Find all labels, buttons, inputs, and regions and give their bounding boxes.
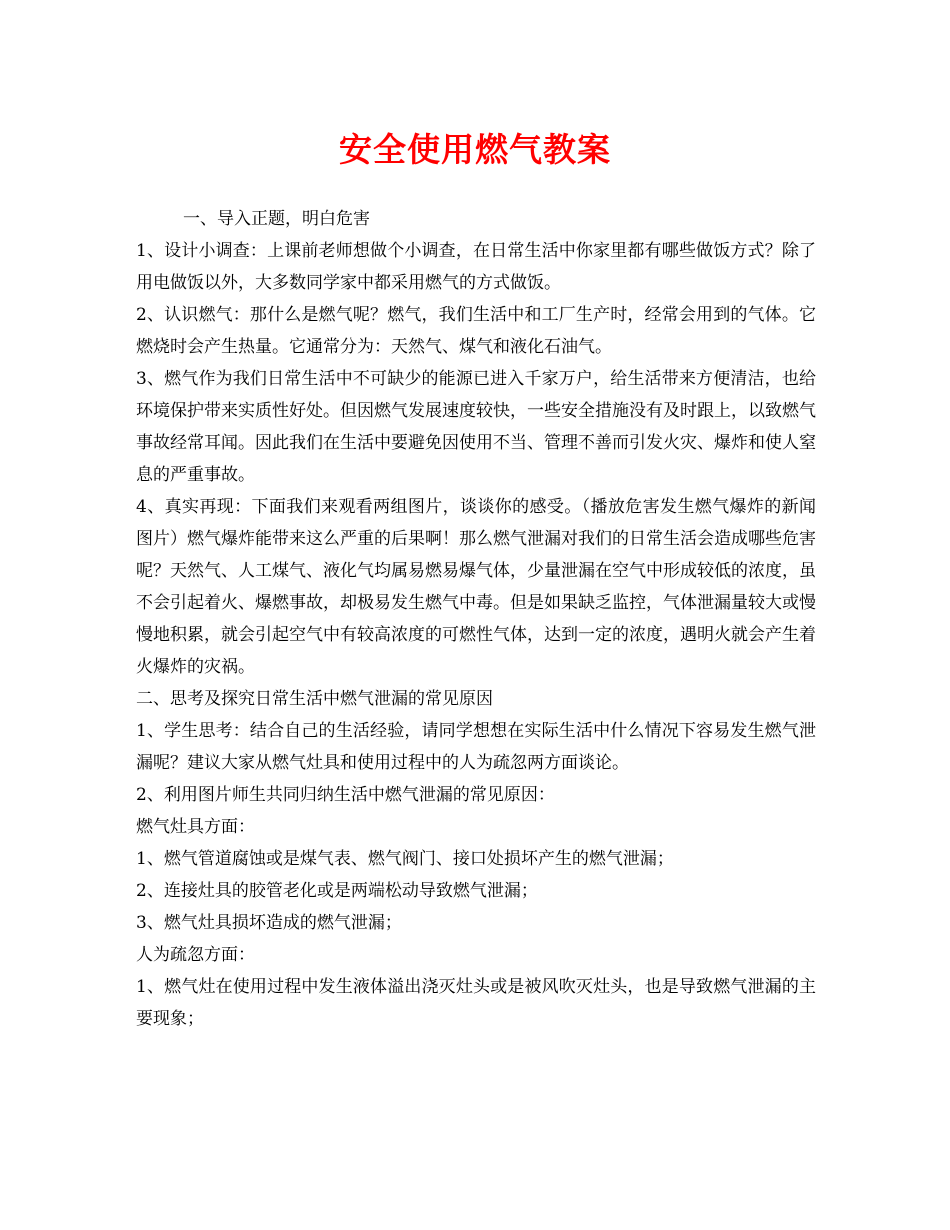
paragraph: 1、学生思考：结合自己的生活经验，请同学想想在实际生活中什么情况下容易发生燃气泄漏呢？建议大家从燃气灶具和使用过程中的人为疏忽两方面谈论。 bbox=[136, 721, 816, 773]
paragraph: 1、设计小调查：上课前老师想做个小调查，在日常生活中你家里都有哪些做饭方式？除了用电做饭以外，大多数同学家中都采用燃气的方式做饭。 bbox=[136, 241, 816, 293]
subheading: 燃气灶具方面： bbox=[136, 817, 255, 837]
paragraph: 2、认识燃气：那什么是燃气呢？燃气，我们生活中和工厂生产时，经常会用到的气体。它燃烧时会产生热量。它通常分为：天然气、煤气和液化石油气。 bbox=[136, 305, 816, 357]
paragraph: 4、真实再现：下面我们来观看两组图片，谈谈你的感受。（播放危害发生燃气爆炸的新闻图片）燃气爆炸能带来这么严重的后果啊！那么燃气泄漏对我们的日常生活会造成哪些危害呢？天然气、人工煤气、液化气均属易燃易爆气体，少量泄漏在空气中形成较低的浓度，虽不会引起着火、爆燃事故，却极易发生燃气中毒。但是如果缺乏监控，气体泄漏量较大或慢慢地积累，就会引起空气中有较高浓度的可燃性气体，达到一定的浓度，遇明火就会产生着火爆炸的灾祸。 bbox=[136, 497, 816, 677]
subheading: 人为疏忽方面： bbox=[136, 945, 255, 965]
list-item: 2、连接灶具的胶管老化或是两端松动导致燃气泄漏； bbox=[136, 881, 538, 901]
list-item: 1、燃气管道腐蚀或是煤气表、燃气阀门、接口处损坏产生的燃气泄漏； bbox=[136, 849, 674, 869]
section-heading-1: 一、导入正题，明白危害 bbox=[183, 209, 370, 229]
document-body bbox=[136, 203, 816, 1035]
list-item: 3、燃气灶具损坏造成的燃气泄漏； bbox=[136, 913, 402, 933]
list-item: 1、燃气灶在使用过程中发生液体溢出浇灭灶头或是被风吹灭灶头，也是导致燃气泄漏的主要现象； bbox=[136, 977, 816, 1029]
paragraph: 2、利用图片师生共同归纳生活中燃气泄漏的常见原因： bbox=[136, 785, 555, 805]
paragraph: 3、燃气作为我们日常生活中不可缺少的能源已进入千家万户，给生活带来方便清洁，也给环境保护带来实质性好处。但因燃气发展速度较快，一些安全措施没有及时跟上，以致燃气事故经常耳闻。因此我们在生活中要避免因使用不当、管理不善而引发火灾、爆炸和使人窒息的严重事故。 bbox=[136, 369, 816, 485]
section-heading-2: 二、思考及探究日常生活中燃气泄漏的常见原因 bbox=[136, 689, 493, 709]
document-title: 安全使用燃气教案 bbox=[339, 130, 611, 169]
